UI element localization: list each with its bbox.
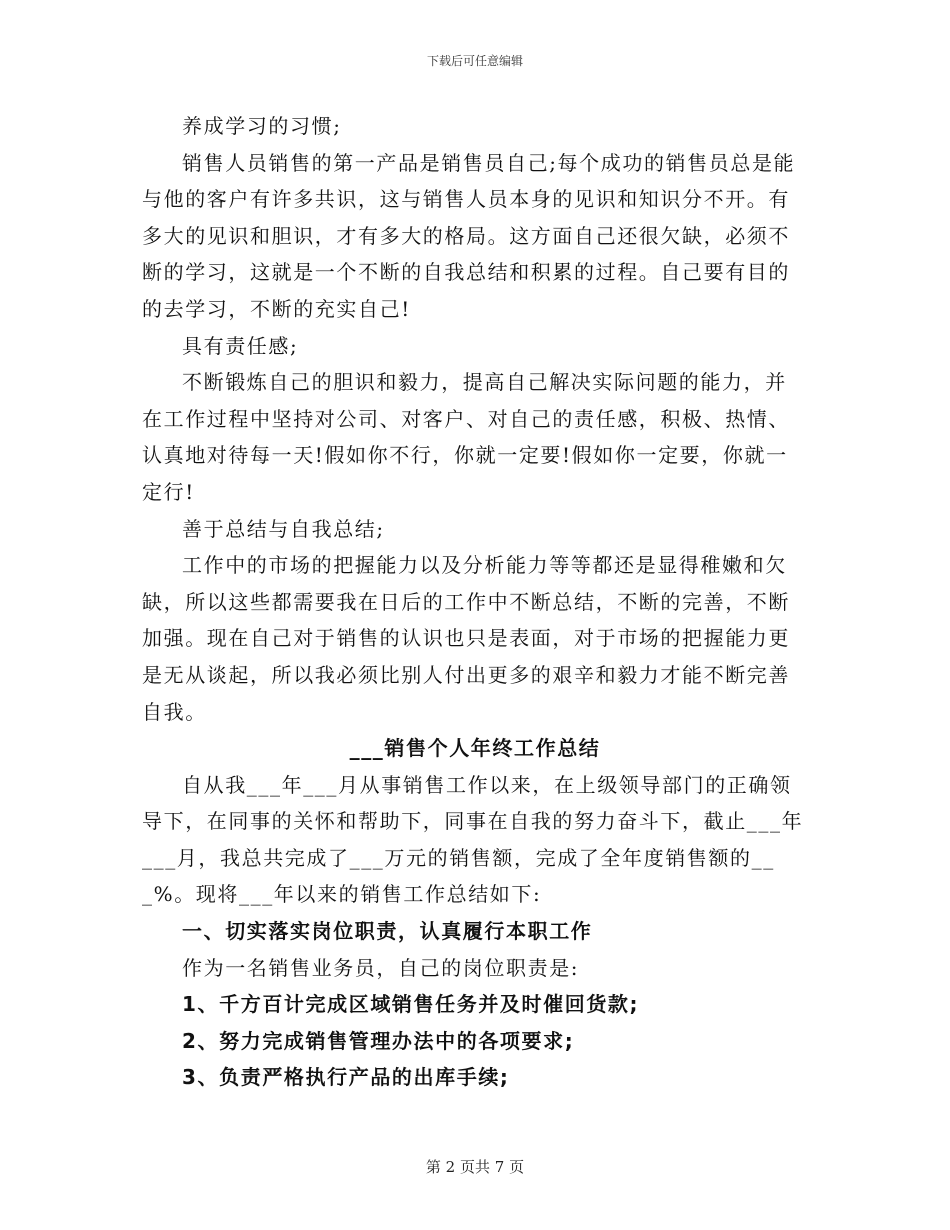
paragraph-heading-responsibility: 具有责任感;: [182, 333, 299, 358]
list-item-duty-2: 2、努力完成销售管理办法中的各项要求;: [182, 1028, 575, 1053]
list-item-duty-3: 3、负责严格执行产品的出库手续;: [182, 1065, 510, 1090]
paragraph-responsibility: 不断锻炼自己的胆识和毅力，提高自己解决实际问题的能力，并在工作过程中坚持对公司、对客户、对自己的责任感，积极、热情、认真地对待每一天!假如你不行，你就一定要!假如你一定要，你就一定行!: [142, 370, 790, 504]
paragraph-intro: 自从我___年___月从事销售工作以来，在上级领导部门的正确领导下，在同事的关怀和帮助下，同事在自我的努力奋斗下，截止___年___月，我总共完成了___万元的销售额，完成了全年度销售额的___%。现将___年以来的销售工作总结如下:: [142, 772, 804, 907]
paragraph-heading-summary: 善于总结与自我总结;: [182, 516, 385, 541]
page-header: 下载后可任意编辑: [426, 54, 523, 68]
page-footer: 第 2 页共 7 页: [425, 1158, 525, 1176]
section-title: ___销售个人年终工作总结: [349, 736, 601, 761]
paragraph-learning: 销售人员销售的第一产品是销售员自己;每个成功的销售员总是能与他的客户有许多共识，这与销售人员本身的见识和知识分不开。有多大的见识和胆识，才有多大的格局。这方面自己还很欠缺，必须不断的学习，这就是一个不断的自我总结和积累的过程。自己要有目的的去学习，不断的充实自己!: [142, 150, 796, 321]
paragraph-duties-intro: 作为一名销售业务员，自己的岗位职责是:: [182, 955, 580, 980]
paragraph-heading-learning: 养成学习的习惯;: [182, 114, 342, 138]
list-item-duty-1: 1、千方百计完成区域销售任务并及时催回货款;: [182, 992, 640, 1017]
paragraph-summary: 工作中的市场的把握能力以及分析能力等等都还是显得稚嫩和欠缺，所以这些都需要我在日后的工作中不断总结，不断的完善，不断加强。现在自己对于销售的认识也只是表面，对于市场的把握能力更是无从谈起，所以我必须比别人付出更多的艰辛和毅力才能不断完善自我。: [142, 553, 790, 724]
section-heading-duties: 一、切实落实岗位职责，认真履行本职工作: [182, 919, 593, 944]
document-body: [142, 108, 808, 1096]
